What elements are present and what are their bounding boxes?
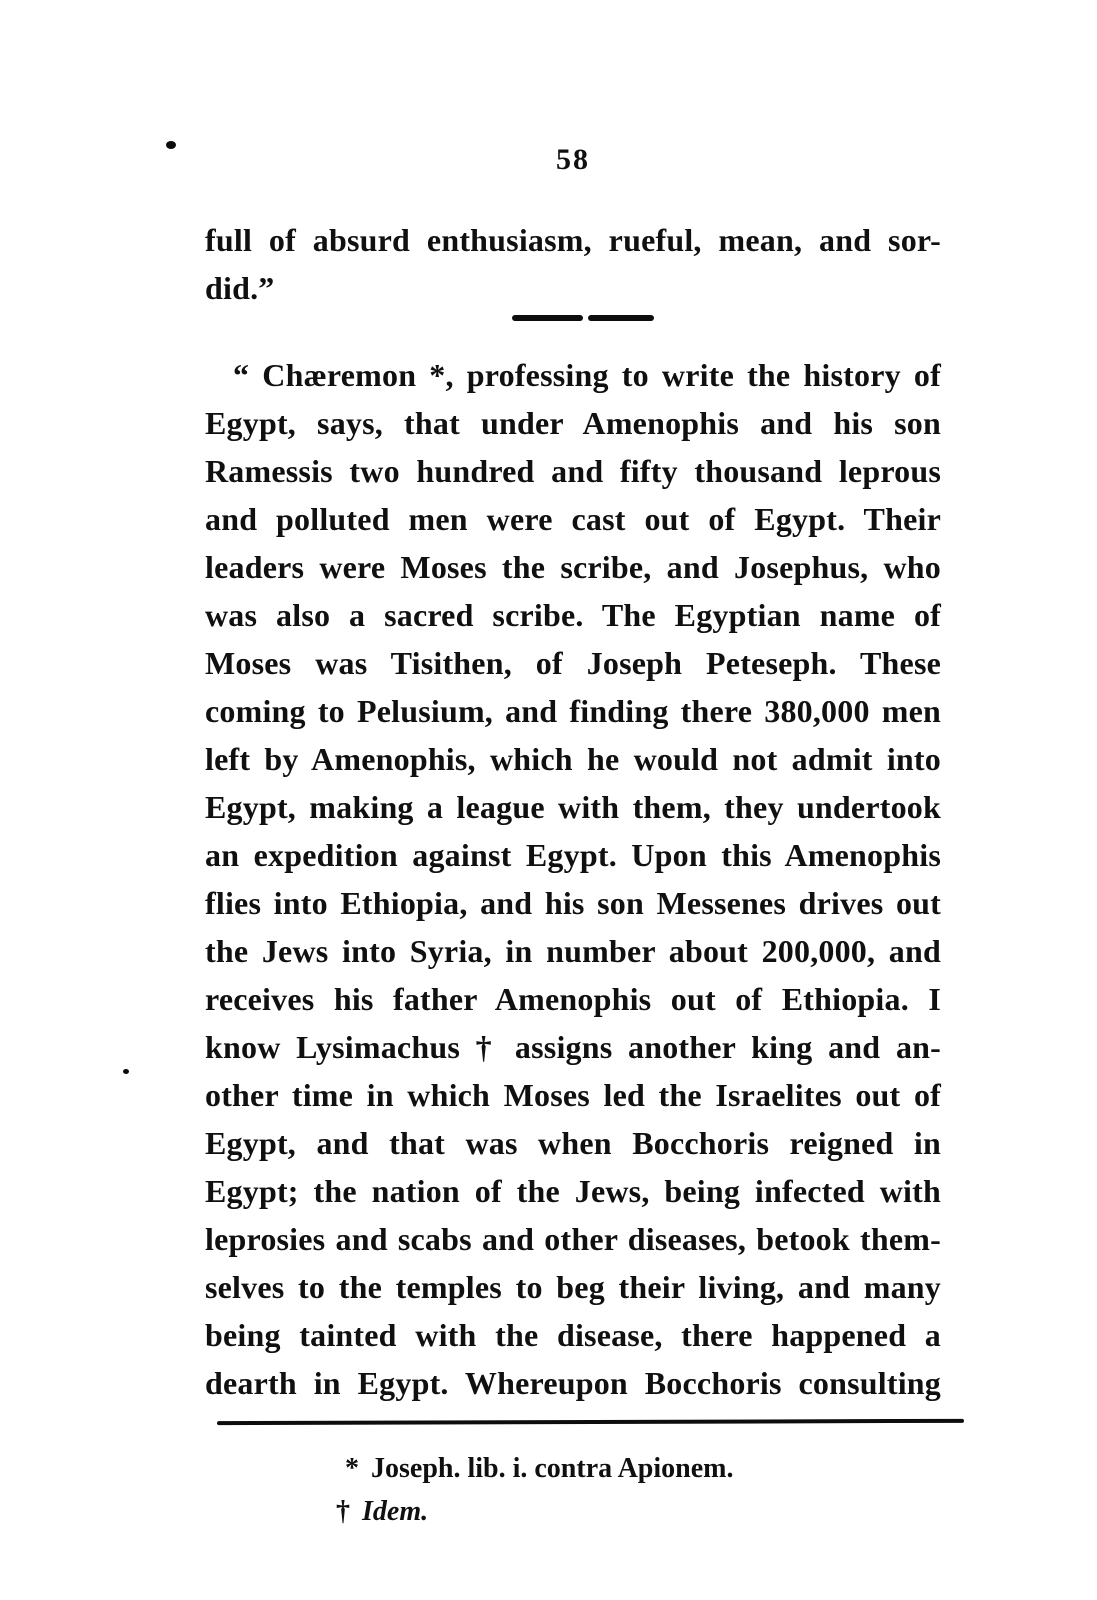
text-line: being tainted with the disease, there happened a bbox=[205, 1317, 941, 1353]
text-line: leprosies and scabs and other diseases, betook them- bbox=[205, 1221, 941, 1257]
text-line: the Jews into Syria, in number about 200,000, and bbox=[205, 933, 941, 969]
footnote-rule bbox=[217, 1419, 964, 1425]
text-line: left by Amenophis, which he would not admit into bbox=[205, 741, 941, 777]
text-line: receives his father Amenophis out of Ethiopia. I bbox=[205, 981, 941, 1017]
text-line: did.” bbox=[205, 270, 275, 306]
text-line: other time in which Moses led the Israelites out of bbox=[205, 1077, 941, 1113]
footnote-asterisk bbox=[336, 1447, 733, 1490]
ink-speck bbox=[166, 141, 176, 149]
text-line: flies into Ethiopia, and his son Messenes drives out bbox=[205, 885, 941, 921]
footnote-text: Idem. bbox=[362, 1496, 429, 1527]
text-line: Moses was Tisithen, of Joseph Peteseph. These bbox=[205, 645, 941, 681]
footnote-text: Joseph. lib. i. contra Apionem. bbox=[371, 1453, 734, 1484]
text-line: selves to the temples to beg their living, and many bbox=[205, 1269, 941, 1305]
footnote-dagger bbox=[336, 1490, 733, 1533]
text-line: was also a sacred scribe. The Egyptian name of bbox=[205, 597, 941, 633]
section-divider bbox=[512, 315, 654, 321]
dagger-marker: † bbox=[336, 1496, 350, 1527]
text-line: leaders were Moses the scribe, and Josephus, who bbox=[205, 549, 941, 585]
asterisk-marker: * bbox=[345, 1453, 359, 1484]
text-line: Ramessis two hundred and fifty thousand leprous bbox=[205, 453, 941, 489]
main-paragraph bbox=[205, 351, 941, 1407]
paragraph-fragment bbox=[205, 216, 941, 312]
text-line: Egypt; the nation of the Jews, being infected with bbox=[205, 1173, 941, 1209]
page-number: 58 bbox=[556, 143, 590, 176]
text-line: know Lysimachus † assigns another king and an- bbox=[205, 1029, 941, 1065]
text-line: dearth in Egypt. Whereupon Bocchoris consulting bbox=[205, 1365, 941, 1401]
text-line: “ Chæremon *, professing to write the history of bbox=[233, 357, 941, 393]
footnotes bbox=[336, 1447, 733, 1533]
text-line: and polluted men were cast out of Egypt. Their bbox=[205, 501, 941, 537]
divider-dash bbox=[588, 315, 654, 321]
ink-speck bbox=[123, 1069, 129, 1074]
divider-dash bbox=[512, 315, 583, 321]
text-line: coming to Pelusium, and finding there 380,000 men bbox=[205, 693, 941, 729]
text-line: an expedition against Egypt. Upon this Amenophis bbox=[205, 837, 941, 873]
text-line: Egypt, and that was when Bocchoris reigned in bbox=[205, 1125, 941, 1161]
text-line: Egypt, making a league with them, they undertook bbox=[205, 789, 941, 825]
text-line: Egypt, says, that under Amenophis and his son bbox=[205, 405, 941, 441]
text-line: full of absurd enthusiasm, rueful, mean, and sor- bbox=[205, 222, 941, 258]
